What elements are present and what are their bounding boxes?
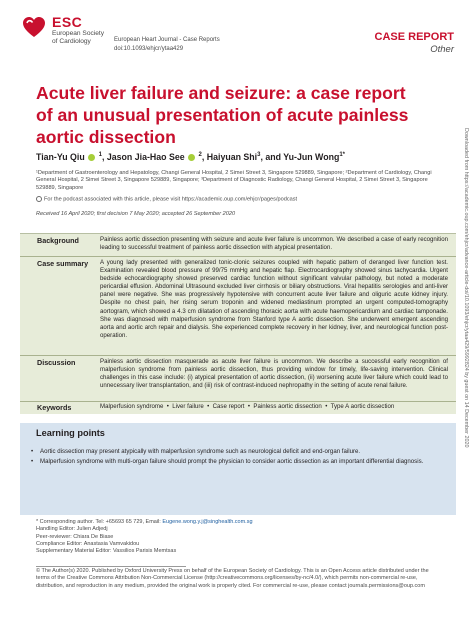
abstract-section-case-summary [20, 257, 456, 356]
journal-info [114, 36, 220, 53]
heart-icon [22, 16, 46, 40]
author-affiliation-mark: 1 [98, 152, 102, 159]
affiliations: ¹Department of Gastroenterology and Hepatology, Changi General Hospital, 2 Simei Street 3, Singapore 529889, Singapore; ²Department of Cardiology, Changi General Hospital, 2 Simei Street 3, Singapore 529889, Singapore; ³Department of Diagnostic Radiology, Changi General Hospital, 2 Simei Street 3, Singapore 529889, Singapore [36, 170, 432, 191]
author-separator: , and [260, 152, 284, 162]
author-name[interactable]: Yu-Jun Wong [283, 152, 340, 162]
author-name[interactable]: Jason Jia-Hao See [106, 152, 185, 162]
learning-point-text: Aortic dissection may present atypically with malperfusion syndrome such as neurological deficit and end-organ failure. [40, 448, 361, 455]
corresponding-author [36, 519, 436, 526]
keywords-text: Malperfusion syndrome • Liver failure • Case report • Painless aortic dissection • Type A aortic dissection [100, 403, 395, 410]
download-note: Downloaded from https://academic.oup.com/ehjcr/advance-article-doi/10.1093/ehjcr/ytaa429/5992824 by guest on 14 December 2020 [463, 128, 469, 448]
learning-point [31, 448, 444, 456]
compliance-editor: Compliance Editor: Anastasia Vamvakidou [36, 540, 140, 547]
peer-reviewer: Peer-reviewer: Chiara De Biase [36, 533, 114, 540]
handling-editor: Handling Editor: Julien Adjedj [36, 526, 108, 533]
abstract-label: Background [37, 236, 79, 245]
email-link[interactable]: Eugene.wong.y.j@singhealth.com.sg [162, 519, 253, 525]
author-list [36, 152, 436, 162]
logo-line-2: of Cardiology [52, 38, 91, 45]
report-category: Other [430, 44, 454, 55]
author-affiliation-mark: 3 [257, 152, 261, 159]
author-separator: , [201, 152, 207, 162]
abstract-label: Discussion [37, 358, 76, 367]
article-type [375, 31, 454, 55]
bullet-icon: • [31, 448, 34, 455]
abstract-text: Painless aortic dissection presenting with seizure and acute liver failure is uncommon. We described a case of early recognition leading to successful treatment of painless aortic dissection with atypical presentation. [100, 236, 448, 252]
license-text: © The Author(s) 2020. Published by Oxford University Press on behalf of the European Society of Cardiology. This is an Open Access article distributed under the terms of the Creative Commons Attribution Non-Commercial License (http://creativecommons.org/licenses/by-nc/4.0/), which permits non-commercial re-use, distribution, and reproduction in any medium, provided the original work is properly cited. For commercial re-use, please contact journals.permissions@oup.com [36, 568, 429, 589]
logo-line-1: European Society [52, 30, 105, 37]
structured-abstract [20, 233, 456, 414]
correspondence-block [36, 519, 436, 555]
orcid-icon[interactable] [88, 154, 95, 161]
author-separator: , [101, 152, 107, 162]
abstract-text: A young lady presented with generalized tonic-clonic seizures coupled with hepatic pattern of deranged liver function test. Examination revealed blood pressure of 99/75 mmHg and hepatic flap. Electrocardiography showed sinus tachycardia. Urgent bedside echocardiography showed preserved cardiac function without significant valvular pathology, but noted a moderate pericardial effusion. Abdominal Ultrasound excluded liver cirrhosis or biliary obstructions. Viral hepatitis serologies and anti-liver panel were negative. She was progressively hypotensive with concurrent acute liver failure and oliguric acute kidney injury. Despite no chest pain, her rising serum troponin and widened mediastinum prompted an urgent computed-tomography aortogram, which showed a 4.3 cm dilatation of ascending thoracic aorta with acute haemopericardium and cardiac tamponade. She was diagnosed with malperfusion syndrome from Stanford type A aortic dissection. She underwent emergent ascending aorta and aortic arch repair and dialysis. She experienced complete recovery in her kidney, liver, and neurological function post-operation. [100, 259, 448, 339]
supplementary-editor: Supplementary Material Editor: Vassilios Parisis Memtsas [36, 548, 177, 555]
bullet-icon: • [31, 458, 34, 465]
report-type: CASE REPORT [374, 31, 454, 43]
learning-point-text: Malperfusion syndrome with multi-organ failure should prompt the physician to consider aortic dissection as an important differential diagnosis. [40, 458, 424, 465]
learning-points-title: Learning points [36, 428, 105, 438]
abstract-section-discussion [20, 356, 456, 402]
author-affiliation-mark: 1* [339, 152, 345, 159]
download-sidebar [460, 128, 470, 598]
article-title: Acute liver failure and seizure: a case report of an unusual presentation of acute painless aortic dissection [36, 83, 409, 147]
orcid-icon[interactable] [188, 154, 195, 161]
podcast-text[interactable]: For the podcast associated with this article, please visit https://academic.oup.com/ehjcr/pages/podcast [44, 196, 298, 203]
abstract-label: Case summary [37, 259, 89, 268]
abstract-section-keywords [20, 402, 456, 414]
podcast-icon [36, 196, 42, 202]
podcast-note [36, 196, 297, 202]
abstract-text: Painless aortic dissection masquerade as acute liver failure is uncommon. We describe a successful early recognition of malperfusion syndrome from painless aortic dissection, thus providing window for timely, life-saving intervention. Clinical challenges in this case include: (i) atypical presentation of aortic dissection, (ii) worsening acute liver failure which could lead to unnecessary liver transplantation, and (iii) risk of contrast-induced nephropathy in the setting of acute renal failure. [100, 358, 448, 390]
abstract-section-background [20, 234, 456, 257]
journal-doi[interactable]: doi:10.1093/ehjcr/ytaa429 [114, 45, 184, 52]
article-dates: Received 16 April 2020; first decision 7 May 2020; accepted 26 September 2020 [36, 211, 236, 217]
journal-name: European Heart Journal - Case Reports [114, 37, 220, 43]
footer-divider [36, 566, 186, 567]
abstract-label: Keywords [37, 403, 72, 412]
author-name[interactable]: Tian-Yu Qiu [36, 152, 85, 162]
author-affiliation-mark: 2 [198, 152, 202, 159]
author-name[interactable]: Haiyuan Shi [206, 152, 258, 162]
corresponding-author-text: * Corresponding author. Tel: +65693 65 729, Email: [36, 519, 163, 525]
learning-points-box [20, 423, 456, 515]
logo-abbreviation: ESC [52, 14, 83, 30]
learning-point [31, 458, 444, 466]
